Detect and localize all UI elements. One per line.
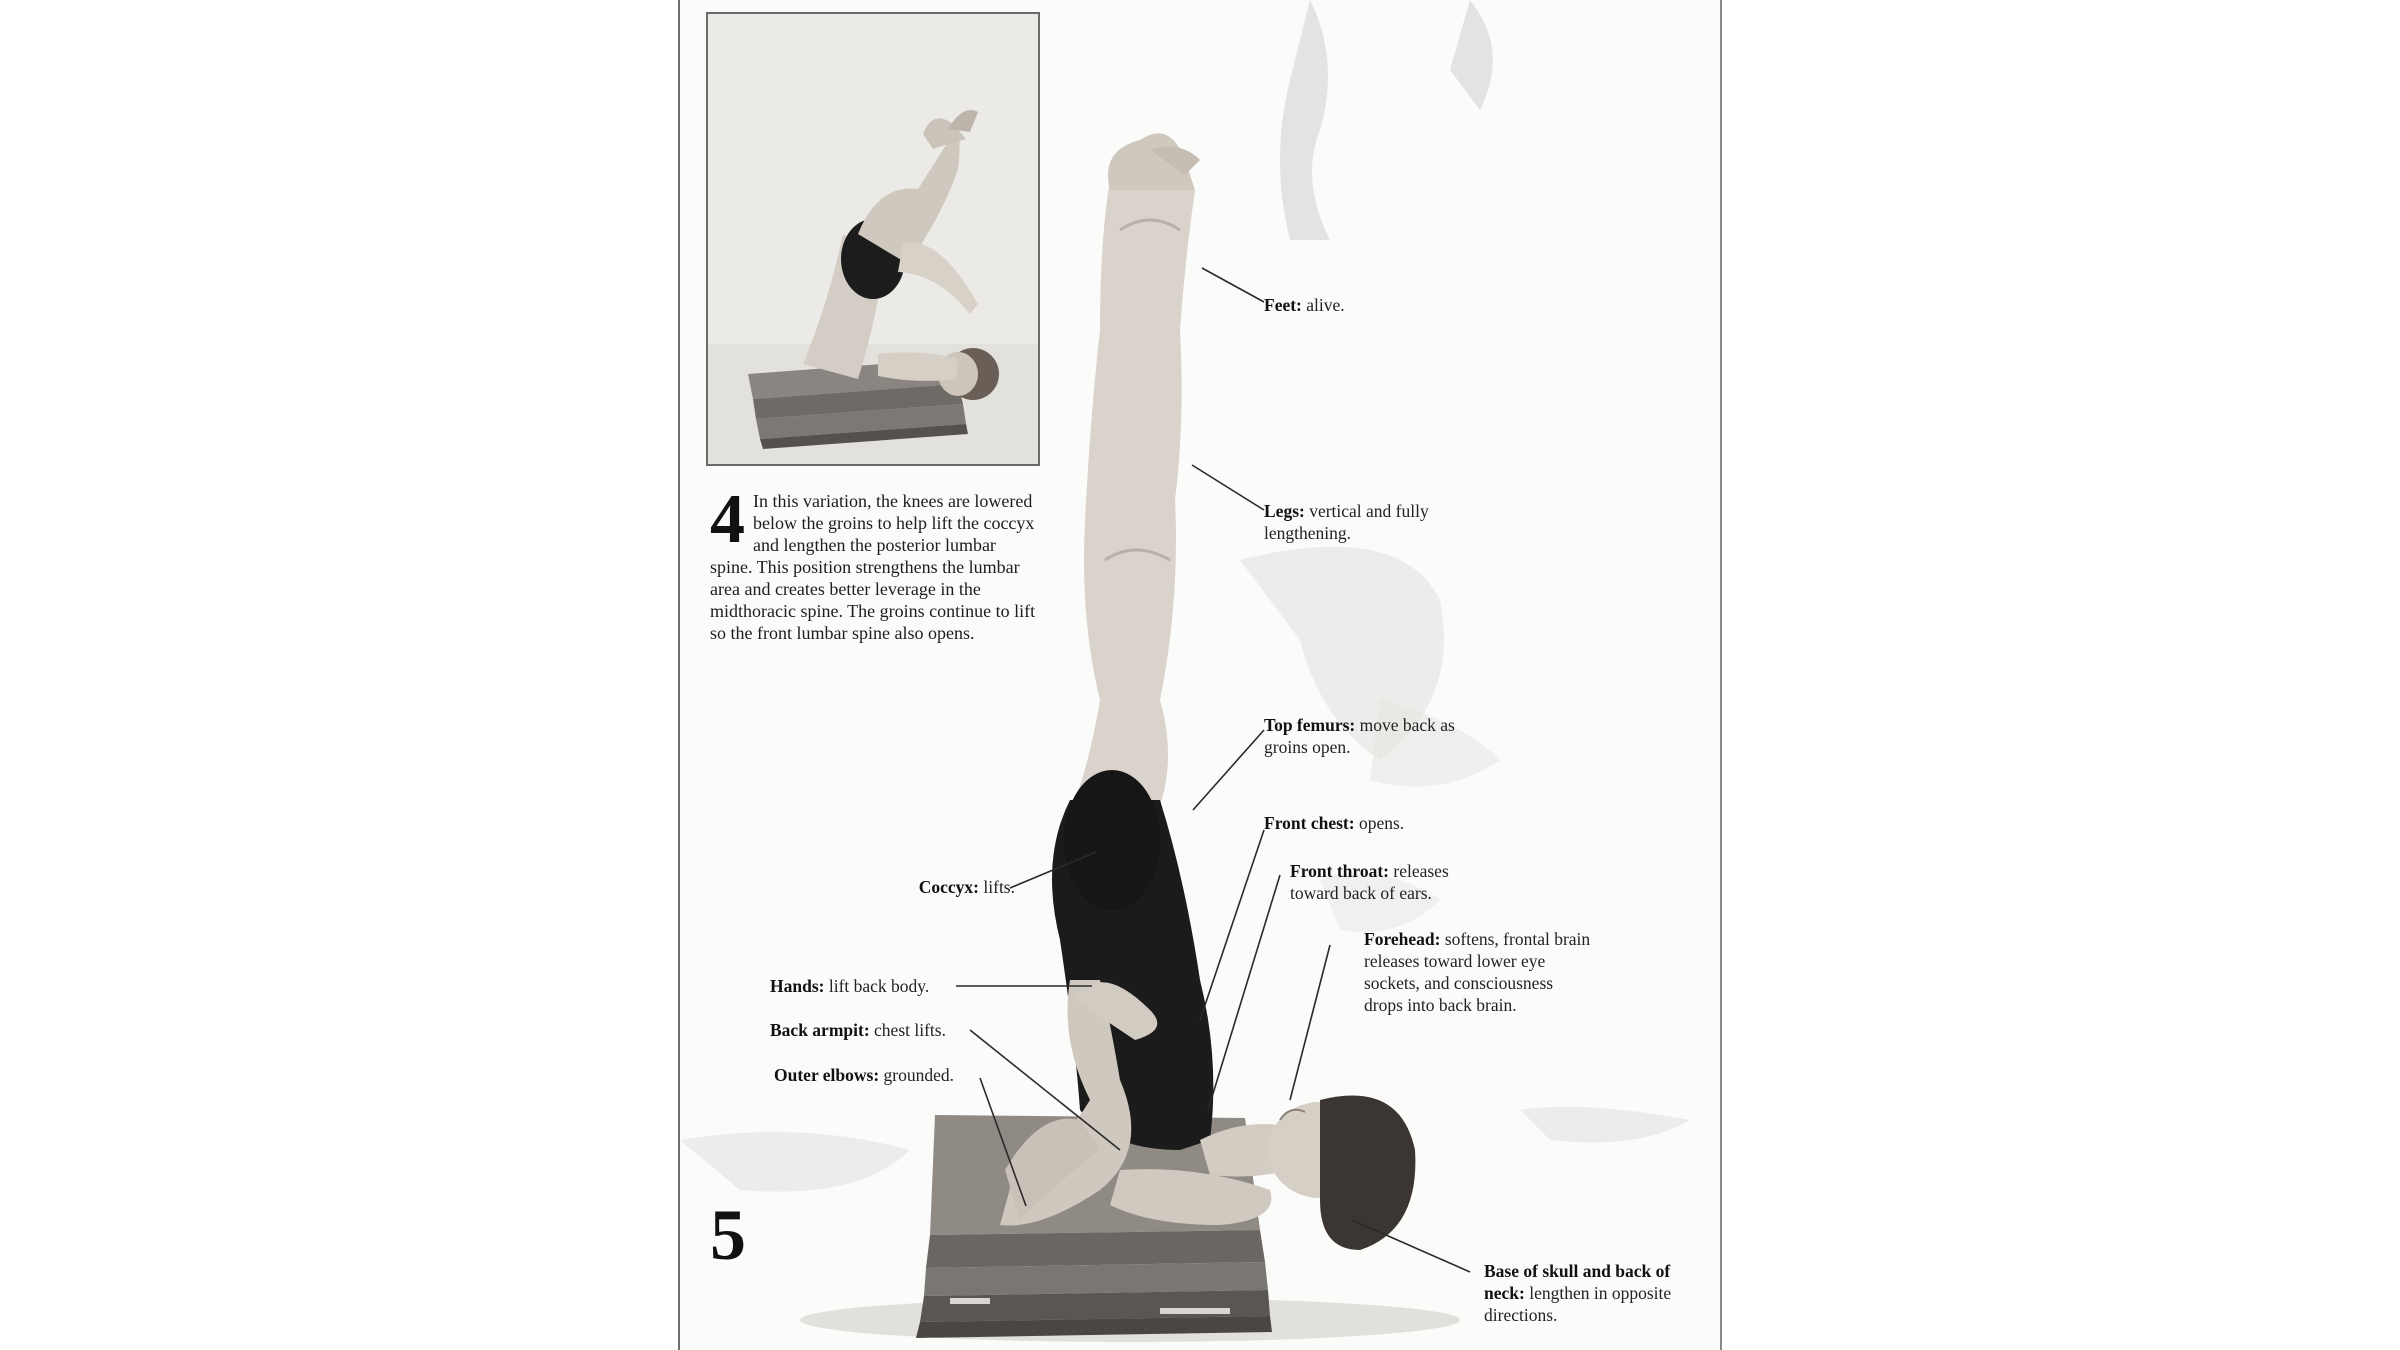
annotation-base-of-skull (1484, 1260, 1704, 1326)
annotation-front-chest (1264, 812, 1504, 834)
annotation-legs (1264, 500, 1454, 544)
annotation-term: Coccyx: (918, 877, 980, 897)
annotation-front-throat (1290, 860, 1500, 904)
annotation-desc: move back as groins open. (1264, 715, 1455, 757)
annotation-desc: grounded. (883, 1065, 955, 1085)
annotation-back-armpit (770, 1019, 990, 1041)
annotation-term: Outer elbows: (774, 1065, 880, 1085)
annotation-desc: lifts. (983, 877, 1015, 897)
annotation-desc: alive. (1306, 295, 1345, 315)
annotation-term: Back armpit: (770, 1020, 870, 1040)
annotation-forehead (1364, 928, 1594, 1016)
annotation-desc: lift back body. (828, 976, 930, 996)
annotation-top-femurs (1264, 714, 1464, 758)
book-page (678, 0, 1722, 1350)
annotation-term: Top femurs: (1264, 715, 1356, 735)
annotation-term: Legs: (1264, 501, 1305, 521)
annotation-term: Feet: (1264, 295, 1302, 315)
main-shoulderstand-figure (680, 0, 1720, 1350)
annotation-desc: releases toward back of ears. (1290, 861, 1449, 903)
annotation-desc: opens. (1358, 813, 1405, 833)
annotation-term: Forehead: (1364, 929, 1441, 949)
annotation-hands (770, 975, 970, 997)
annotation-feet (1264, 294, 1504, 316)
annotation-term: Hands: (770, 976, 825, 996)
annotation-desc: softens, frontal brain releases toward lower eye sockets, and consciousness drops into back brain. (1364, 929, 1591, 1015)
caption-number: 4 (710, 481, 745, 558)
person-legs (1075, 133, 1200, 830)
caption-text: In this variation, the knees are lowered below the groins to help lift the coccyx and lengthen the posterior lumbar spine. This position strengthens the lumbar area and creates better leverage in the midthoracic spine. The groins continue to lift so the front lumbar spine also opens. (710, 491, 1036, 643)
annotation-desc: vertical and fully lengthening. (1264, 501, 1429, 543)
annotation-outer-elbows (774, 1064, 1004, 1086)
annotation-term: Front throat: (1290, 861, 1389, 881)
annotation-term: Base of skull and back of neck: (1484, 1261, 1671, 1303)
annotation-coccyx (885, 876, 1015, 898)
annotation-desc: chest lifts. (874, 1020, 946, 1040)
person-torso (1052, 770, 1213, 1150)
annotation-desc: lengthen in opposite directions. (1484, 1283, 1672, 1325)
page-number: 5 (710, 1195, 746, 1275)
annotation-term: Front chest: (1264, 813, 1355, 833)
